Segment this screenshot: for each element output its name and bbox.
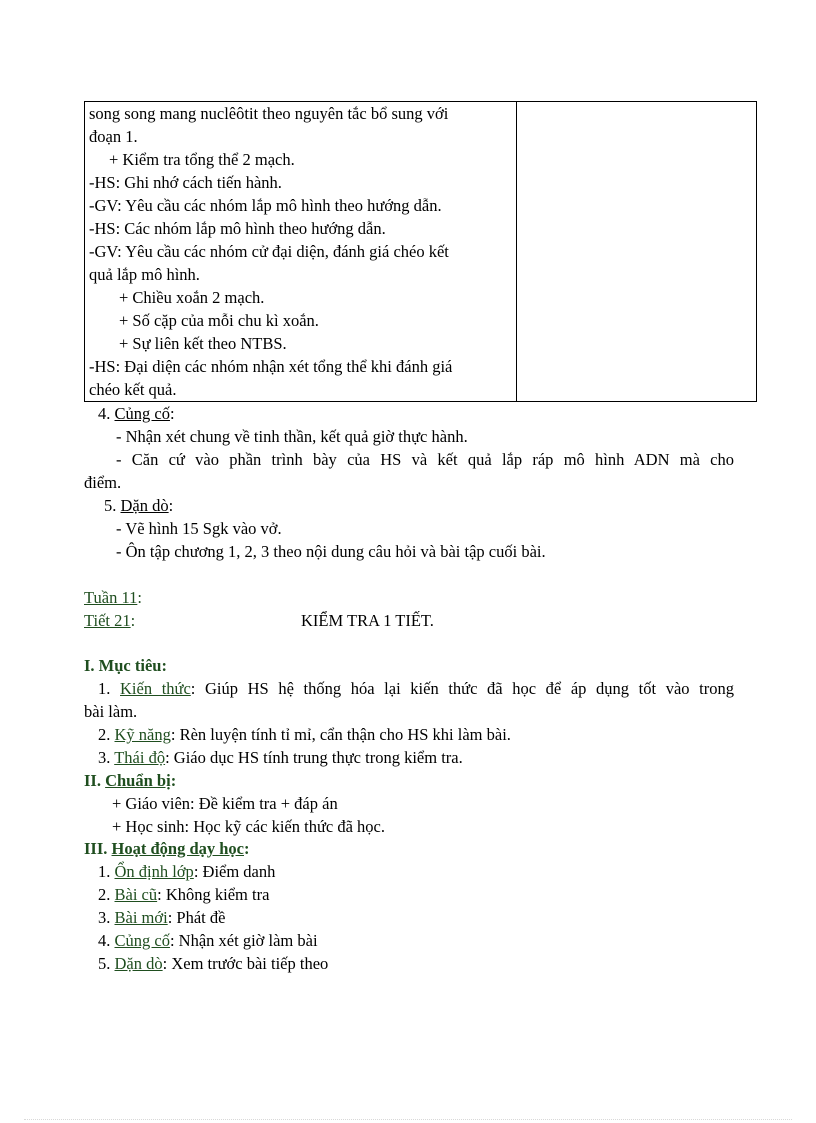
section-4-item-2-cont: điểm. xyxy=(84,473,122,492)
preparation-heading xyxy=(84,769,734,792)
list-item xyxy=(84,929,734,952)
preparation-heading-number: II. xyxy=(84,771,101,790)
list-item-text: : Điểm danh xyxy=(193,862,276,881)
activity-table xyxy=(84,101,757,402)
notes-cell xyxy=(517,102,757,402)
objective-knowledge-number: 1. xyxy=(98,679,111,698)
objective-skill-text: : Rèn luyện tính tỉ mỉ, cẩn thận cho HS khi làm bài. xyxy=(170,725,511,744)
section-4-number: 4. xyxy=(98,404,111,423)
section-4-title: Củng cố xyxy=(114,404,170,423)
table-line: -HS: Đại diện các nhóm nhận xét tổng thể khi đánh giá xyxy=(89,357,453,376)
objective-knowledge-label: Kiến thức xyxy=(120,679,191,698)
activity-cell xyxy=(85,102,517,402)
section-5-item-1: - Vẽ hình 15 Sgk vào vở. xyxy=(116,519,282,538)
objectives-heading: I. Mục tiêu: xyxy=(84,656,167,675)
table-line: -HS: Các nhóm lắp mô hình theo hướng dẫn. xyxy=(89,219,386,238)
objective-knowledge-cont: bài làm. xyxy=(84,702,138,721)
lesson-header xyxy=(84,586,734,632)
lesson-week-colon: : xyxy=(137,588,142,607)
list-item-number: 4. xyxy=(98,931,111,950)
activities-heading-number: III. xyxy=(84,839,108,858)
objective-attitude-text: : Giáo dục HS tính trung thực trong kiểm tra. xyxy=(165,748,463,767)
section-4-item-2: - Căn cứ vào phần trình bày của HS và kết quả lắp ráp mô hình ADN mà cho xyxy=(116,450,734,469)
activities-heading-label: Hoạt động dạy học xyxy=(111,839,244,858)
lesson-week xyxy=(84,586,734,609)
section-5-title: Dặn dò xyxy=(120,496,169,515)
list-item-label: Bài mới xyxy=(114,908,168,927)
table-line: + Kiểm tra tổng thể 2 mạch. xyxy=(109,150,295,169)
table-line: + Chiều xoắn 2 mạch. xyxy=(119,288,265,307)
list-item xyxy=(84,906,734,929)
section-4 xyxy=(84,402,734,494)
preparation-teacher: + Giáo viên: Đề kiểm tra + đáp án xyxy=(112,794,338,813)
objective-attitude-number: 3. xyxy=(98,748,111,767)
objective-skill-label: Kỹ năng xyxy=(114,725,171,744)
preparation-section xyxy=(84,769,734,838)
section-5-heading xyxy=(84,494,734,517)
list-item xyxy=(84,860,734,883)
section-5 xyxy=(84,494,734,563)
page-bottom-divider xyxy=(24,1119,792,1120)
table-line: chéo kết quả. xyxy=(89,380,177,399)
activities-heading xyxy=(84,837,734,860)
list-item-number: 1. xyxy=(98,862,111,881)
list-item-label: Ổn định lớp xyxy=(114,862,194,881)
lesson-week-label: Tuần 11 xyxy=(84,588,138,607)
section-5-colon: : xyxy=(168,496,174,515)
lesson-period-label: Tiết 21 xyxy=(84,611,131,630)
section-5-item-2: - Ôn tập chương 1, 2, 3 theo nội dung câu hỏi và bài tập cuối bài. xyxy=(116,542,546,561)
objective-knowledge-text: : Giúp HS hệ thống hóa lại kiến thức đã học để áp dụng tốt vào trong xyxy=(190,679,734,698)
table-line: + Sự liên kết theo NTBS. xyxy=(119,334,287,353)
objective-skill xyxy=(84,723,734,746)
preparation-heading-label: Chuẩn bị xyxy=(105,771,171,790)
preparation-heading-colon: : xyxy=(170,771,177,790)
lesson-period-colon: : xyxy=(130,611,136,630)
table-line: -GV: Yêu cầu các nhóm lắp mô hình theo hướng dẫn. xyxy=(89,196,442,215)
preparation-student: + Học sinh: Học kỹ các kiến thức đã học. xyxy=(112,817,385,836)
list-item-label: Dặn dò xyxy=(114,954,163,973)
list-item-text: : Nhận xét giờ làm bài xyxy=(169,931,318,950)
list-item-number: 3. xyxy=(98,908,111,927)
objective-attitude-label: Thái độ xyxy=(114,748,166,767)
table-line: song song mang nuclêôtit theo nguyên tắc bổ sung với xyxy=(89,104,449,123)
list-item-text: : Phát đề xyxy=(167,908,226,927)
section-5-number: 5. xyxy=(104,496,117,515)
activities-section xyxy=(84,837,734,975)
lesson-period-row xyxy=(84,609,734,632)
list-item xyxy=(84,883,734,906)
table-line: quả lắp mô hình. xyxy=(89,265,200,284)
list-item-number: 2. xyxy=(98,885,111,904)
section-4-item-1: - Nhận xét chung về tinh thần, kết quả giờ thực hành. xyxy=(116,427,468,446)
list-item-label: Bài cũ xyxy=(114,885,158,904)
list-item-label: Củng cố xyxy=(114,931,170,950)
section-4-colon: : xyxy=(169,404,175,423)
objectives-section xyxy=(84,654,734,769)
list-item-text: : Không kiểm tra xyxy=(157,885,270,904)
lesson-title: KIỂM TRA 1 TIẾT. xyxy=(301,611,434,630)
list-item-text: : Xem trước bài tiếp theo xyxy=(162,954,329,973)
list-item-number: 5. xyxy=(98,954,111,973)
section-4-heading xyxy=(84,402,734,425)
objective-knowledge xyxy=(84,677,734,700)
list-item xyxy=(84,952,734,975)
table-line: -HS: Ghi nhớ cách tiến hành. xyxy=(89,173,282,192)
table-line: -GV: Yêu cầu các nhóm cử đại diện, đánh giá chéo kết xyxy=(89,242,449,261)
objective-attitude xyxy=(84,746,734,769)
activities-heading-colon: : xyxy=(244,839,250,858)
objective-skill-number: 2. xyxy=(98,725,111,744)
table-line: đoạn 1. xyxy=(89,127,138,146)
table-line: + Số cặp của mỗi chu kì xoắn. xyxy=(119,311,319,330)
